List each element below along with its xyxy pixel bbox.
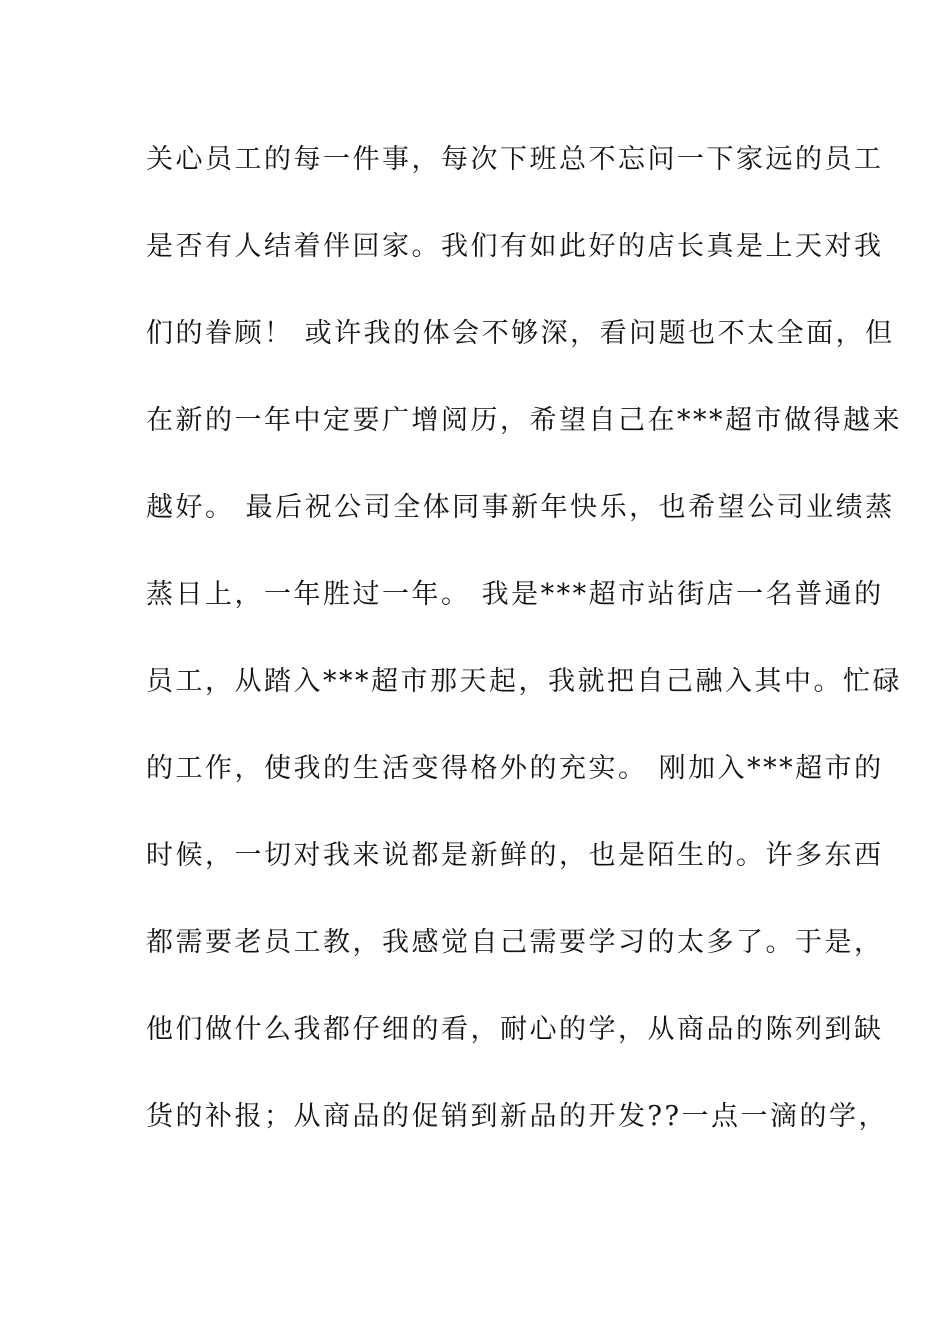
document-body — [146, 134, 902, 1178]
text-line: 在新的一年中定要广增阅历，希望自己在***超市做得越来 — [146, 405, 902, 436]
text-line: 越好。 最后祝公司全体同事新年快乐，也希望公司业绩蒸 — [146, 492, 895, 523]
text-line: 们的眷顾！ 或许我的体会不够深，看问题也不太全面，但 — [146, 318, 895, 349]
text-line: 关心员工的每一件事，每次下班总不忘问一下家远的员工 — [146, 144, 884, 175]
text-line: 都需要老员工教，我感觉自己需要学习的太多了。于是， — [146, 927, 884, 958]
text-line: 货的补报；从商品的促销到新品的开发??一点一滴的学， — [146, 1101, 888, 1132]
text-line: 的工作，使我的生活变得格外的充实。 刚加入***超市的 — [146, 753, 884, 784]
text-line: 时候，一切对我来说都是新鲜的，也是陌生的。许多东西 — [146, 840, 884, 871]
text-line: 员工，从踏入***超市那天起，我就把自己融入其中。忙碌 — [146, 666, 902, 697]
text-line: 他们做什么我都仔细的看，耐心的学，从商品的陈列到缺 — [146, 1014, 884, 1045]
text-line: 蒸日上，一年胜过一年。 我是***超市站街店一名普通的 — [146, 579, 884, 610]
text-line: 是否有人结着伴回家。我们有如此好的店长真是上天对我 — [146, 231, 884, 262]
